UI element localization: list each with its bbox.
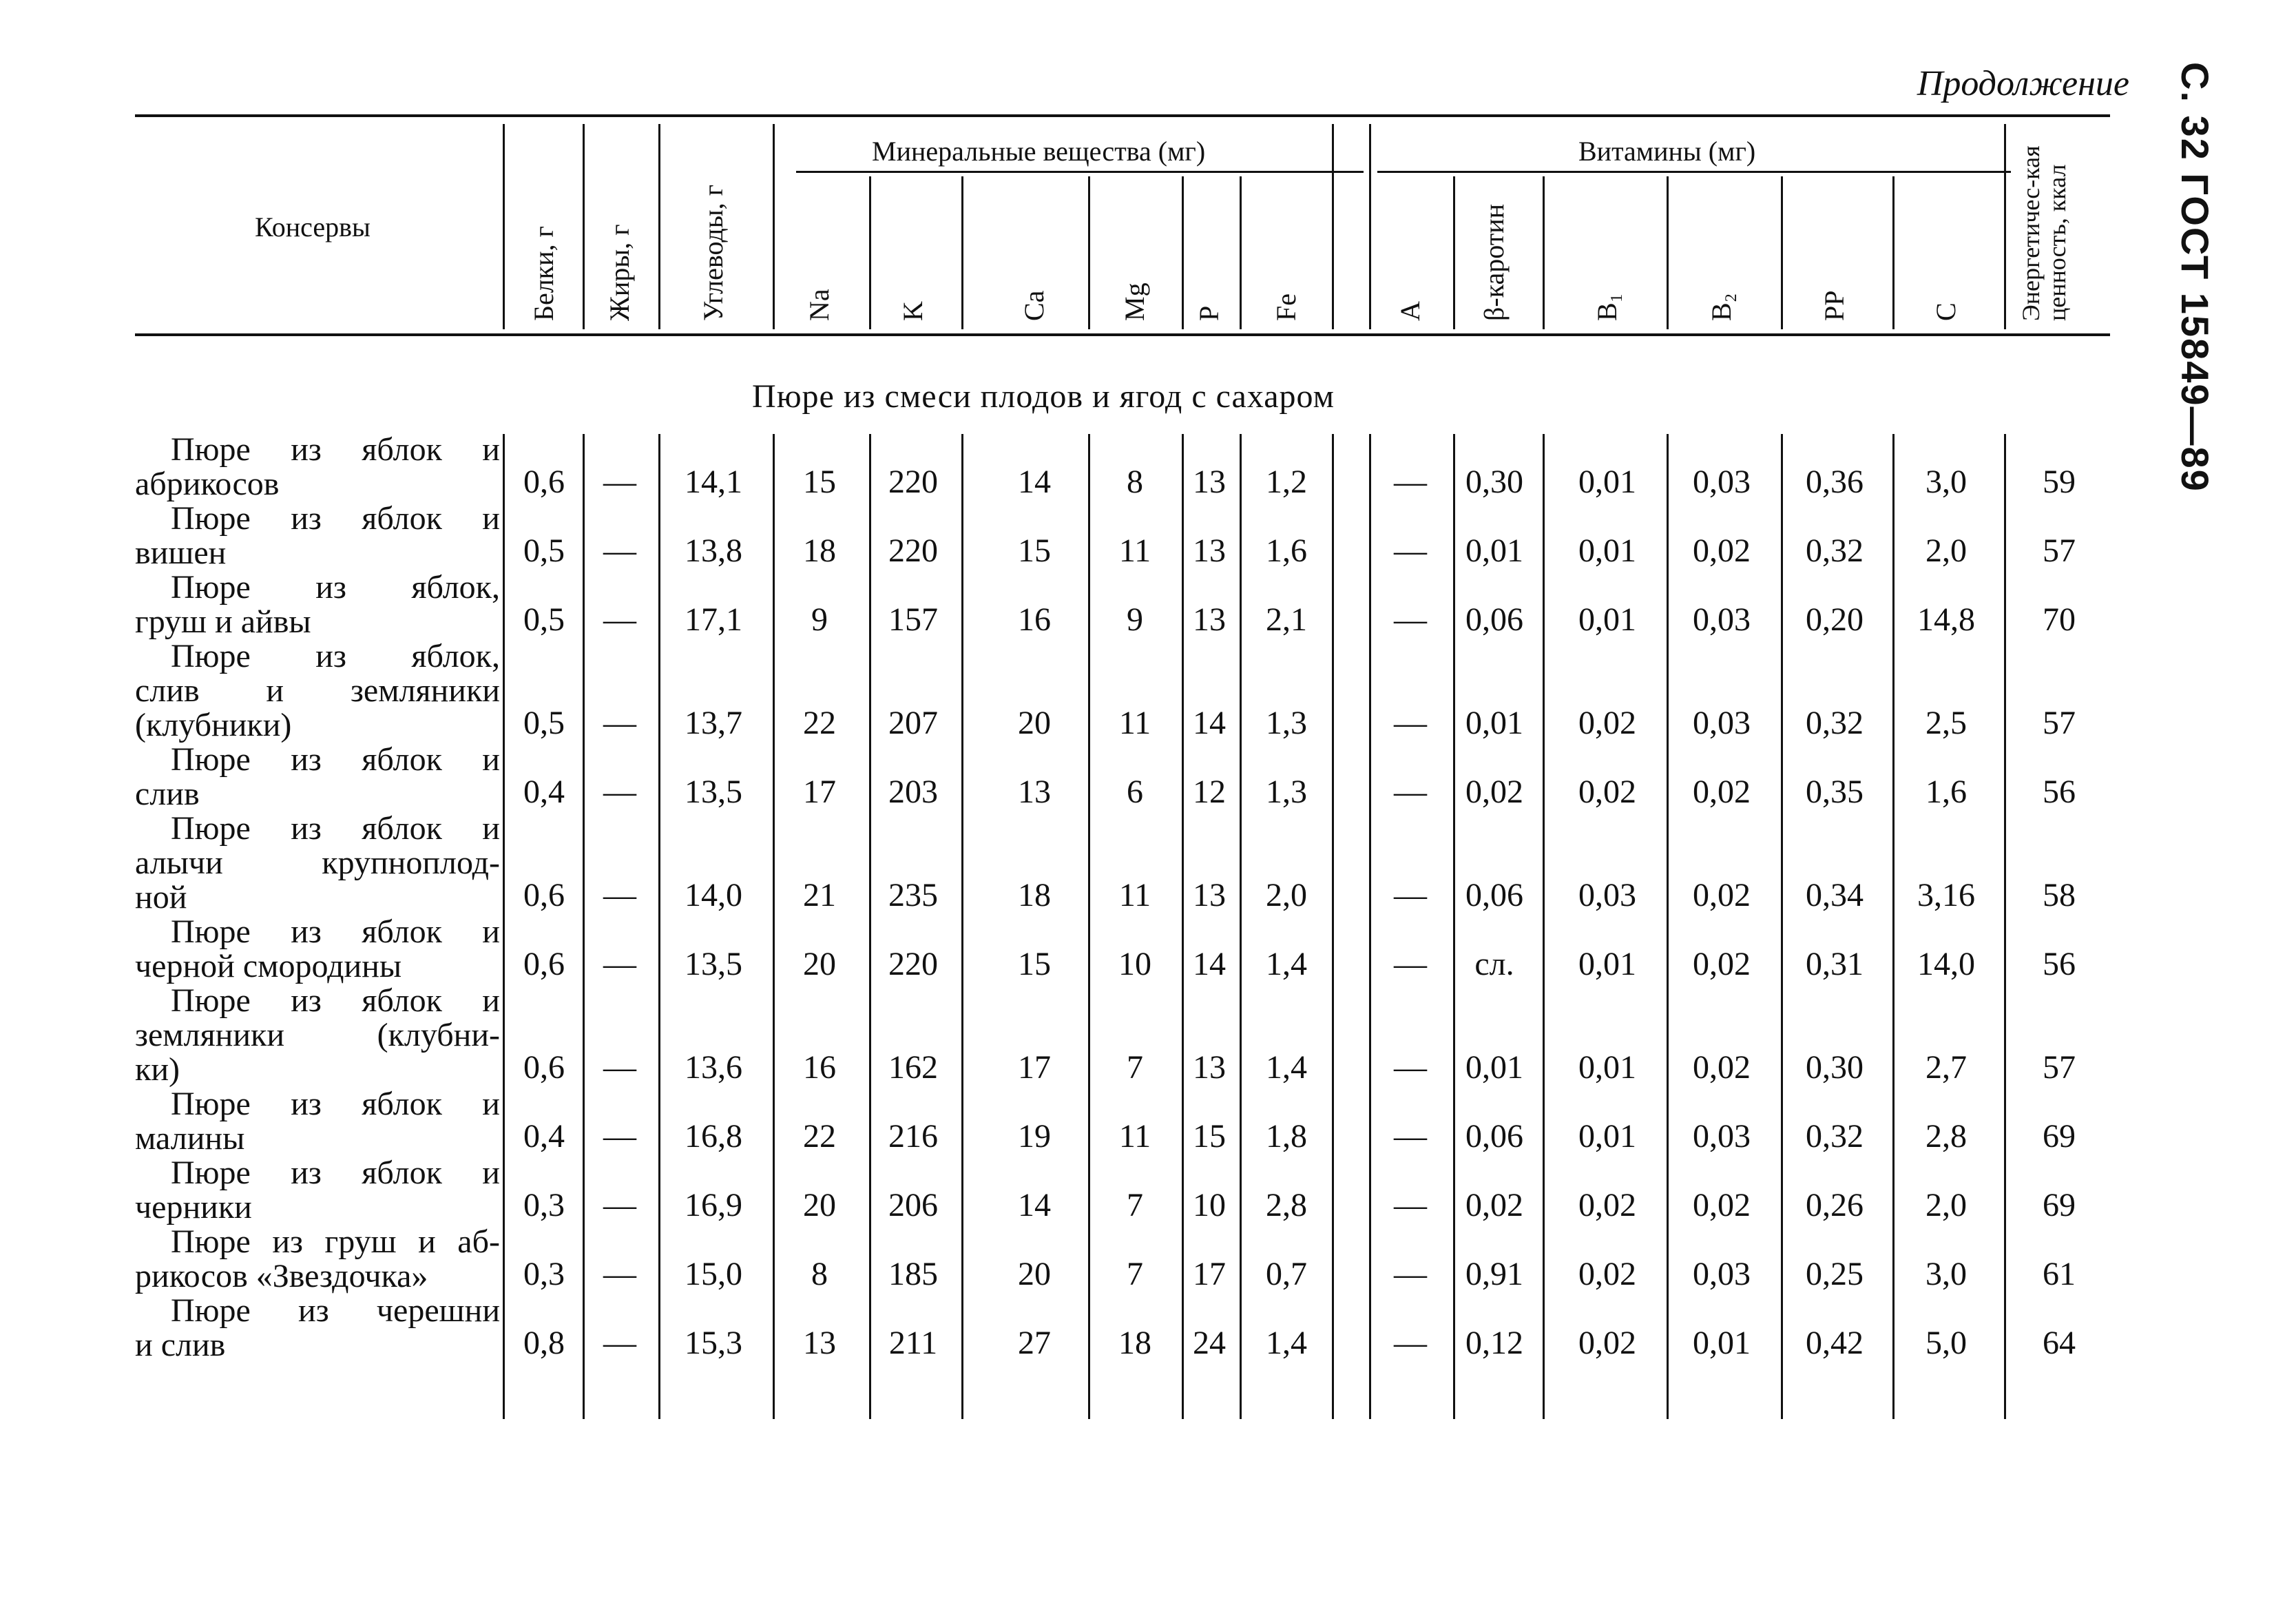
- cell-k: 185: [888, 1256, 938, 1292]
- cell-ca: 17: [1018, 1049, 1051, 1086]
- cell-na: 8: [811, 1256, 828, 1292]
- product-name-line: ной: [135, 879, 187, 915]
- cell-k: 211: [888, 1325, 938, 1361]
- cell-c: 2,0: [1925, 532, 1967, 569]
- cell-beta-carotene: 0,91: [1465, 1256, 1523, 1292]
- cell-na: 21: [803, 877, 836, 913]
- cell-c: 5,0: [1925, 1325, 1967, 1361]
- cell-mg: 8: [1127, 464, 1143, 500]
- cell-mg: 11: [1118, 1118, 1151, 1155]
- cell-k: 203: [888, 774, 938, 810]
- header-column-divider: [1892, 176, 1895, 329]
- cell-na: 22: [803, 705, 836, 741]
- cell-fat: —: [603, 1187, 636, 1223]
- cell-energy: 56: [2043, 946, 2076, 982]
- product-name-line: груш и айвы: [135, 603, 311, 640]
- cell-ca: 16: [1018, 601, 1051, 638]
- product-name-line: Пюре из яблок и: [171, 431, 500, 468]
- cell-ca: 20: [1018, 705, 1051, 741]
- cell-a: —: [1394, 1256, 1427, 1292]
- cell-b1: 0,01: [1578, 1049, 1636, 1086]
- cell-fe: 1,6: [1266, 532, 1307, 569]
- cell-b1: 0,02: [1578, 705, 1636, 741]
- table-row: [0, 743, 2135, 811]
- header-column-divider: [658, 124, 660, 329]
- cell-na: 22: [803, 1118, 836, 1155]
- cell-b2: 0,02: [1693, 1049, 1751, 1086]
- product-name-line: (клубники): [135, 707, 292, 743]
- cell-na: 13: [803, 1325, 836, 1361]
- cell-ca: 20: [1018, 1256, 1051, 1292]
- header-column-divider: [1453, 176, 1455, 329]
- cell-energy: 57: [2043, 705, 2076, 741]
- cell-p: 13: [1193, 877, 1226, 913]
- table-row: [0, 1156, 2135, 1225]
- product-name-line: Пюре из яблок,: [171, 569, 500, 606]
- cell-beta-carotene: 0,06: [1465, 601, 1523, 638]
- cell-pp: 0,32: [1806, 532, 1864, 569]
- cell-p: 17: [1193, 1256, 1226, 1292]
- cell-a: —: [1394, 464, 1427, 500]
- cell-k: 157: [888, 601, 938, 638]
- cell-energy: 56: [2043, 774, 2076, 810]
- cell-carbs: 15,0: [685, 1256, 742, 1292]
- header-column-divider: [1088, 176, 1090, 329]
- cell-beta-carotene: 0,01: [1465, 532, 1523, 569]
- cell-p: 15: [1193, 1118, 1226, 1155]
- cell-beta-carotene: 0,06: [1465, 1118, 1523, 1155]
- cell-b2: 0,03: [1693, 705, 1751, 741]
- cell-k: 220: [888, 464, 938, 500]
- cell-protein: 0,6: [523, 464, 565, 500]
- header-ca-text: Ca: [1019, 290, 1050, 321]
- cell-fe: 1,4: [1266, 946, 1307, 982]
- cell-carbs: 16,9: [685, 1187, 742, 1223]
- product-name: [135, 811, 500, 915]
- cell-na: 20: [803, 946, 836, 982]
- cell-mg: 7: [1127, 1049, 1143, 1086]
- product-name: [135, 915, 500, 984]
- cell-fat: —: [603, 1325, 636, 1361]
- product-name-line: и слив: [135, 1327, 226, 1363]
- cell-fe: 0,7: [1266, 1256, 1307, 1292]
- cell-c: 2,8: [1925, 1118, 1967, 1155]
- cell-c: 3,16: [1917, 877, 1975, 913]
- cell-p: 13: [1193, 532, 1226, 569]
- product-name-line: Пюре из яблок и: [171, 1155, 500, 1191]
- cell-fat: —: [603, 464, 636, 500]
- cell-fe: 1,3: [1266, 705, 1307, 741]
- product-name-line: земляники (клубни-: [135, 1017, 500, 1053]
- cell-k: 220: [888, 946, 938, 982]
- cell-mg: 7: [1127, 1256, 1143, 1292]
- cell-c: 2,5: [1925, 705, 1967, 741]
- table-row: [0, 915, 2135, 984]
- header-column-divider: [773, 124, 775, 329]
- product-name: [135, 984, 500, 1087]
- cell-fe: 1,4: [1266, 1325, 1307, 1361]
- cell-p: 12: [1193, 774, 1226, 810]
- cell-k: 216: [888, 1118, 938, 1155]
- product-name: [135, 1225, 500, 1294]
- product-name-line: Пюре из яблок и: [171, 982, 500, 1019]
- cell-fat: —: [603, 601, 636, 638]
- product-name: [135, 570, 500, 639]
- cell-fat: —: [603, 1256, 636, 1292]
- product-name-line: Пюре из черешни: [171, 1292, 500, 1329]
- cell-pp: 0,35: [1806, 774, 1864, 810]
- cell-protein: 0,5: [523, 532, 565, 569]
- table-row: [0, 1294, 2135, 1363]
- header-protein-text: Белки, г: [528, 226, 559, 321]
- cell-b1: 0,02: [1578, 1256, 1636, 1292]
- cell-c: 14,0: [1917, 946, 1975, 982]
- cell-pp: 0,25: [1806, 1256, 1864, 1292]
- cell-fat: —: [603, 705, 636, 741]
- cell-carbs: 17,1: [685, 601, 742, 638]
- header-a-text: A: [1395, 301, 1426, 321]
- cell-na: 16: [803, 1049, 836, 1086]
- cell-protein: 0,3: [523, 1256, 565, 1292]
- cell-mg: 10: [1118, 946, 1151, 982]
- cell-na: 17: [803, 774, 836, 810]
- cell-b2: 0,02: [1693, 946, 1751, 982]
- cell-a: —: [1394, 601, 1427, 638]
- cell-energy: 61: [2043, 1256, 2076, 1292]
- header-carbs-text: Углеводы, г: [698, 185, 729, 321]
- cell-energy: 59: [2043, 464, 2076, 500]
- cell-b1: 0,01: [1578, 946, 1636, 982]
- cell-ca: 18: [1018, 877, 1051, 913]
- product-name: [135, 743, 500, 811]
- header-na-text: Na: [804, 289, 835, 321]
- cell-pp: 0,30: [1806, 1049, 1864, 1086]
- cell-a: —: [1394, 705, 1427, 741]
- header-b2-text: B₂: [1706, 293, 1737, 321]
- cell-c: 2,0: [1925, 1187, 1967, 1223]
- product-name-line: абрикосов: [135, 466, 280, 502]
- product-name: [135, 1156, 500, 1225]
- product-name-line: черники: [135, 1189, 252, 1225]
- cell-k: 207: [888, 705, 938, 741]
- product-name: [135, 1087, 500, 1156]
- product-name-line: Пюре из яблок и: [171, 741, 500, 778]
- cell-protein: 0,4: [523, 1118, 565, 1155]
- cell-protein: 0,6: [523, 877, 565, 913]
- cell-a: —: [1394, 774, 1427, 810]
- cell-a: —: [1394, 1325, 1427, 1361]
- cell-p: 14: [1193, 946, 1226, 982]
- minerals-group-rule: [796, 171, 1364, 173]
- product-name-line: Пюре из яблок и: [171, 500, 500, 537]
- header-energy-text: Энергетичес-кая ценность, ккал: [2017, 145, 2071, 321]
- header-pp-text: PP: [1819, 290, 1850, 321]
- cell-mg: 11: [1118, 705, 1151, 741]
- cell-fe: 2,0: [1266, 877, 1307, 913]
- cell-k: 206: [888, 1187, 938, 1223]
- cell-ca: 15: [1018, 532, 1051, 569]
- cell-k: 235: [888, 877, 938, 913]
- cell-b1: 0,01: [1578, 532, 1636, 569]
- header-mg-text: Mg: [1119, 282, 1150, 321]
- cell-fe: 2,1: [1266, 601, 1307, 638]
- cell-mg: 11: [1118, 532, 1151, 569]
- cell-energy: 64: [2043, 1325, 2076, 1361]
- cell-fe: 1,3: [1266, 774, 1307, 810]
- cell-b1: 0,02: [1578, 774, 1636, 810]
- product-name: [135, 433, 500, 501]
- header-fat-text: Жиры, г: [604, 224, 635, 321]
- cell-b2: 0,01: [1693, 1325, 1751, 1361]
- table-row: [0, 1225, 2135, 1294]
- header-column-divider: [503, 124, 505, 329]
- page-side-header: [2149, 62, 2231, 544]
- cell-ca: 27: [1018, 1325, 1051, 1361]
- cell-beta-carotene: 0,02: [1465, 774, 1523, 810]
- cell-fat: —: [603, 946, 636, 982]
- cell-b2: 0,03: [1693, 1118, 1751, 1155]
- cell-pp: 0,26: [1806, 1187, 1864, 1223]
- cell-k: 162: [888, 1049, 938, 1086]
- cell-beta-carotene: 0,02: [1465, 1187, 1523, 1223]
- header-c-text: C: [1930, 302, 1961, 321]
- cell-a: —: [1394, 1118, 1427, 1155]
- cell-c: 2,7: [1925, 1049, 1967, 1086]
- table-row: [0, 639, 2135, 743]
- header-column-divider: [1667, 176, 1669, 329]
- cell-energy: 57: [2043, 532, 2076, 569]
- header-column-divider: [1182, 176, 1184, 329]
- header-products: Консервы: [255, 211, 371, 242]
- cell-a: —: [1394, 1187, 1427, 1223]
- table-row: [0, 984, 2135, 1087]
- cell-b1: 0,01: [1578, 1118, 1636, 1155]
- cell-p: 13: [1193, 464, 1226, 500]
- vitamins-group-rule: [1377, 171, 2011, 173]
- product-name-line: вишен: [135, 535, 227, 571]
- cell-ca: 19: [1018, 1118, 1051, 1155]
- cell-ca: 14: [1018, 464, 1051, 500]
- header-b1-text: B₁: [1591, 293, 1622, 321]
- cell-fe: 1,4: [1266, 1049, 1307, 1086]
- section-title: Пюре из смеси плодов и ягод с сахаром: [752, 378, 1335, 415]
- cell-protein: 0,5: [523, 705, 565, 741]
- header-beta-carotene-text: β-каротин: [1479, 203, 1510, 321]
- cell-carbs: 13,8: [685, 532, 742, 569]
- product-name-line: Пюре из яблок и: [171, 913, 500, 950]
- header-column-divider: [1369, 124, 1371, 329]
- cell-a: —: [1394, 946, 1427, 982]
- header-column-divider: [583, 124, 585, 329]
- cell-carbs: 13,7: [685, 705, 742, 741]
- header-column-divider: [1543, 176, 1545, 329]
- cell-p: 13: [1193, 1049, 1226, 1086]
- cell-c: 3,0: [1925, 464, 1967, 500]
- cell-energy: 69: [2043, 1118, 2076, 1155]
- table-row: [0, 501, 2135, 570]
- table-row: [0, 1087, 2135, 1156]
- cell-carbs: 13,5: [685, 946, 742, 982]
- product-name-line: Пюре из яблок и: [171, 1086, 500, 1122]
- cell-fe: 1,2: [1266, 464, 1307, 500]
- cell-beta-carotene: 0,01: [1465, 705, 1523, 741]
- cell-b2: 0,02: [1693, 877, 1751, 913]
- cell-carbs: 15,3: [685, 1325, 742, 1361]
- cell-energy: 69: [2043, 1187, 2076, 1223]
- cell-mg: 9: [1127, 601, 1143, 638]
- product-name: [135, 639, 500, 743]
- cell-ca: 15: [1018, 946, 1051, 982]
- cell-p: 10: [1193, 1187, 1226, 1223]
- cell-b2: 0,03: [1693, 601, 1751, 638]
- cell-protein: 0,3: [523, 1187, 565, 1223]
- cell-b1: 0,02: [1578, 1325, 1636, 1361]
- continuation-label: Продолжение: [1917, 64, 2129, 103]
- product-name-line: черной смородины: [135, 948, 402, 984]
- product-name-line: ки): [135, 1051, 180, 1088]
- cell-b1: 0,03: [1578, 877, 1636, 913]
- cell-ca: 13: [1018, 774, 1051, 810]
- cell-pp: 0,20: [1806, 601, 1864, 638]
- cell-na: 18: [803, 532, 836, 569]
- cell-na: 15: [803, 464, 836, 500]
- header-column-divider: [869, 176, 871, 329]
- cell-pp: 0,34: [1806, 877, 1864, 913]
- cell-protein: 0,4: [523, 774, 565, 810]
- cell-b2: 0,02: [1693, 1187, 1751, 1223]
- cell-ca: 14: [1018, 1187, 1051, 1223]
- cell-na: 20: [803, 1187, 836, 1223]
- cell-beta-carotene: сл.: [1474, 946, 1514, 982]
- header-k-text: K: [897, 301, 928, 321]
- header-fe-text: Fe: [1271, 293, 1302, 321]
- cell-protein: 0,5: [523, 601, 565, 638]
- header-vitamins-group: Витамины (мг): [1578, 136, 1756, 167]
- cell-p: 13: [1193, 601, 1226, 638]
- product-name-line: слив и земляники: [135, 672, 500, 709]
- header-column-divider: [1781, 176, 1783, 329]
- cell-b2: 0,02: [1693, 532, 1751, 569]
- cell-energy: 58: [2043, 877, 2076, 913]
- cell-mg: 18: [1118, 1325, 1151, 1361]
- cell-a: —: [1394, 877, 1427, 913]
- cell-fat: —: [603, 1049, 636, 1086]
- cell-k: 220: [888, 532, 938, 569]
- product-name: [135, 1294, 500, 1363]
- header-p-text: P: [1193, 305, 1224, 321]
- header-column-divider: [1332, 124, 1334, 329]
- product-name-line: малины: [135, 1120, 245, 1157]
- cell-c: 14,8: [1917, 601, 1975, 638]
- cell-b2: 0,02: [1693, 774, 1751, 810]
- cell-carbs: 14,1: [685, 464, 742, 500]
- header-minerals-group: Минеральные вещества (мг): [872, 136, 1206, 167]
- cell-carbs: 14,0: [685, 877, 742, 913]
- cell-na: 9: [811, 601, 828, 638]
- product-name-line: слив: [135, 776, 200, 812]
- cell-pp: 0,42: [1806, 1325, 1864, 1361]
- cell-beta-carotene: 0,01: [1465, 1049, 1523, 1086]
- cell-fe: 1,8: [1266, 1118, 1307, 1155]
- cell-energy: 70: [2043, 601, 2076, 638]
- header-column-divider: [2004, 124, 2006, 329]
- cell-energy: 57: [2043, 1049, 2076, 1086]
- header-column-divider: [961, 176, 963, 329]
- cell-fat: —: [603, 532, 636, 569]
- product-name-line: Пюре из груш и аб-: [171, 1223, 500, 1260]
- cell-pp: 0,32: [1806, 705, 1864, 741]
- table-row: [0, 811, 2135, 915]
- table-row: [0, 433, 2135, 501]
- cell-c: 3,0: [1925, 1256, 1967, 1292]
- cell-b1: 0,01: [1578, 601, 1636, 638]
- cell-fe: 2,8: [1266, 1187, 1307, 1223]
- cell-p: 24: [1193, 1325, 1226, 1361]
- cell-c: 1,6: [1925, 774, 1967, 810]
- table-header-bottom-rule: [135, 333, 2110, 336]
- cell-beta-carotene: 0,30: [1465, 464, 1523, 500]
- cell-beta-carotene: 0,12: [1465, 1325, 1523, 1361]
- cell-fat: —: [603, 1118, 636, 1155]
- cell-b1: 0,01: [1578, 464, 1636, 500]
- page-side-header-text: С. 32 ГОСТ 15849—89: [2173, 62, 2217, 493]
- cell-p: 14: [1193, 705, 1226, 741]
- cell-protein: 0,6: [523, 1049, 565, 1086]
- cell-protein: 0,8: [523, 1325, 565, 1361]
- cell-carbs: 13,5: [685, 774, 742, 810]
- cell-a: —: [1394, 532, 1427, 569]
- cell-mg: 11: [1118, 877, 1151, 913]
- cell-mg: 6: [1127, 774, 1143, 810]
- cell-pp: 0,32: [1806, 1118, 1864, 1155]
- cell-protein: 0,6: [523, 946, 565, 982]
- cell-fat: —: [603, 774, 636, 810]
- header-column-divider: [1240, 176, 1242, 329]
- table-row: [0, 570, 2135, 639]
- table-top-rule: [135, 114, 2110, 117]
- product-name-line: рикосов «Звездочка»: [135, 1258, 428, 1294]
- cell-b2: 0,03: [1693, 464, 1751, 500]
- cell-fat: —: [603, 877, 636, 913]
- cell-a: —: [1394, 1049, 1427, 1086]
- product-name-line: Пюре из яблок и: [171, 810, 500, 847]
- cell-beta-carotene: 0,06: [1465, 877, 1523, 913]
- product-name: [135, 501, 500, 570]
- cell-b2: 0,03: [1693, 1256, 1751, 1292]
- product-name-line: Пюре из яблок,: [171, 638, 500, 674]
- cell-mg: 7: [1127, 1187, 1143, 1223]
- cell-carbs: 13,6: [685, 1049, 742, 1086]
- cell-pp: 0,31: [1806, 946, 1864, 982]
- cell-b1: 0,02: [1578, 1187, 1636, 1223]
- product-name-line: алычи крупноплод-: [135, 845, 500, 881]
- cell-carbs: 16,8: [685, 1118, 742, 1155]
- cell-pp: 0,36: [1806, 464, 1864, 500]
